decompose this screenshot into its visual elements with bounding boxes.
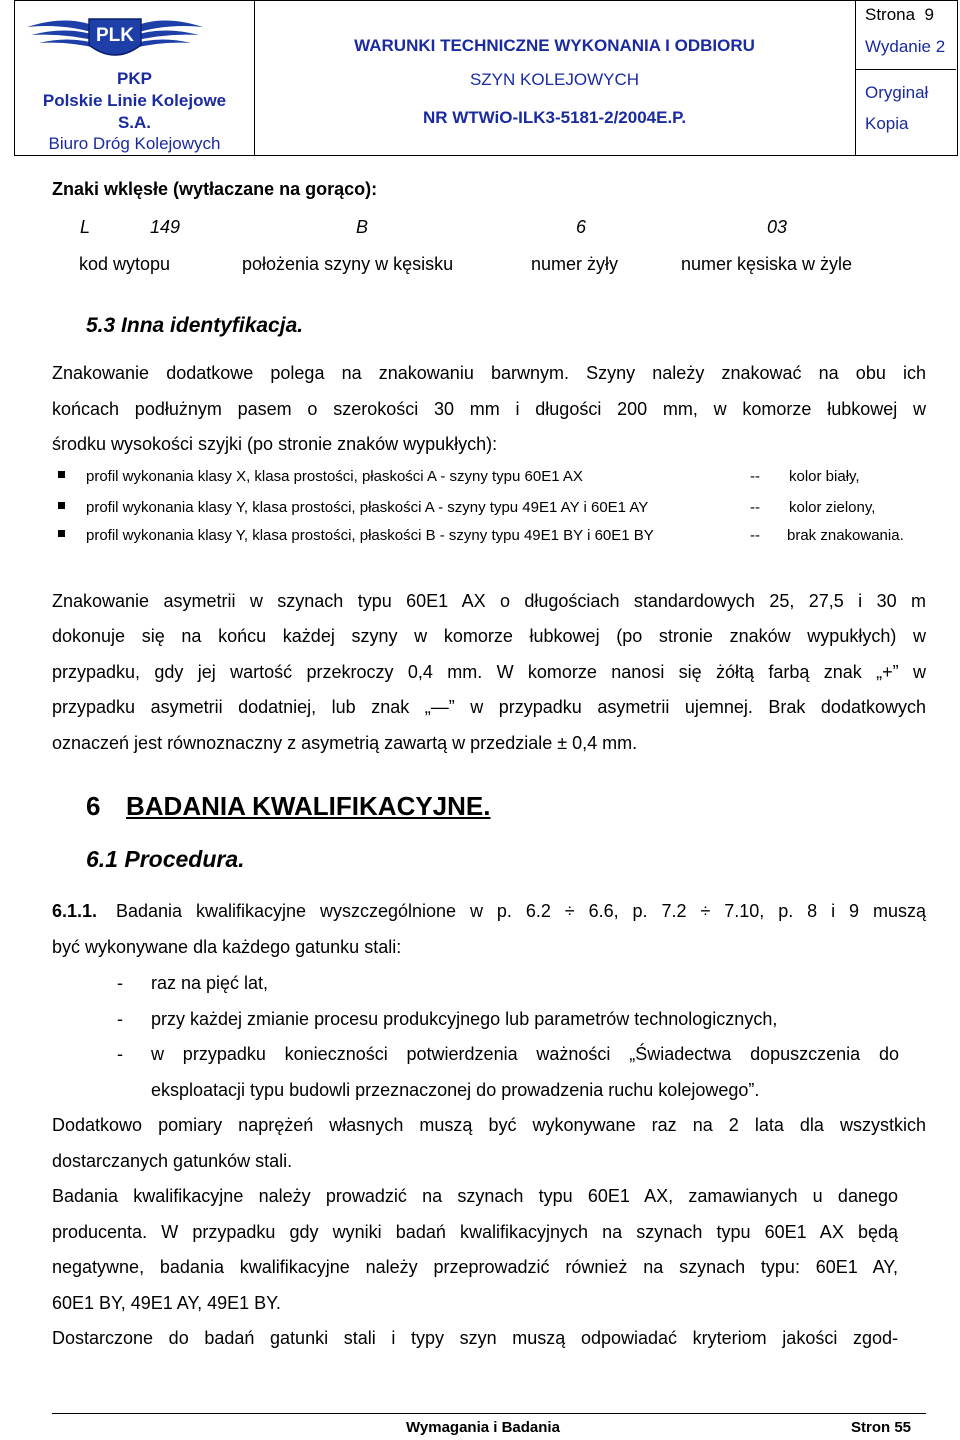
bullet-1-dash: --	[750, 468, 760, 485]
para-5-3-line3: środku wysokości szyjki (po stronie znaków wypukłych):	[52, 434, 498, 454]
para4-line1: Dostarczone do badań gatunki stali i typy szyn muszą odpowiadać kryteriom jakości zgod-	[52, 1328, 898, 1348]
section-6-title: BADANIA KWALIFIKACYJNE.	[126, 791, 491, 821]
bullet-2-color: kolor zielony,	[789, 499, 876, 516]
para3-line1: Badania kwalifikacyjne należy prowadzić na szynach typu 60E1 AX, zamawianych u danego	[52, 1186, 898, 1206]
dash-item-3: w przypadku konieczności potwierdzenia ważności „Świadectwa dopuszczenia do	[151, 1044, 899, 1064]
bullet-3-text: profil wykonania klasy Y, klasa prostości, płaskości B - szyny typu 49E1 BY i 60E1 BY	[86, 527, 654, 544]
mark-code-6: 6	[576, 217, 587, 237]
mark-code-149: 149	[150, 217, 181, 237]
bullet-2-text: profil wykonania klasy Y, klasa prostości, płaskości A - szyny typu 49E1 AY i 60E1 AY	[86, 499, 649, 516]
item-6-1-1-line2: być wykonywane dla każdego gatunku stali:	[52, 937, 402, 957]
item-6-1-1-line1: Badania kwalifikacyjne wyszczególnione w p. 6.2 ÷ 6.6, p. 7.2 ÷ 7.10, p. 8 i 9 muszą	[116, 901, 926, 921]
bullet-icon	[58, 502, 65, 509]
asym-line5: oznaczeń jest równoznaczny z asymetrią zawartą w przedziale ± 0,4 mm.	[52, 733, 638, 753]
mark-label-position: położenia szyny w kęsisku	[242, 254, 454, 274]
page-label: Strona	[865, 5, 916, 24]
mark-label-strand: numer żyły	[531, 254, 619, 274]
marks-heading: Znaki wklęsłe (wytłaczane na gorąco):	[52, 179, 378, 199]
org-abbr: PKP	[117, 69, 152, 88]
doc-title-line1: WARUNKI TECHNICZNE WYKONANIA I ODBIORU	[354, 36, 755, 55]
asym-line4: przypadku asymetrii dodatniej, lub znak „—” w przypadku asymetrii ujemnej. Brak dodatkowych	[52, 697, 926, 717]
bullet-3-dash: --	[750, 527, 760, 544]
page-number: 9	[924, 5, 935, 24]
asym-line1: Znakowanie asymetrii w szynach typu 60E1 AX o długościach standardowych 25, 27,5 i 30 m	[52, 591, 926, 611]
original-label: Oryginał	[865, 83, 929, 102]
dash-item-1: raz na pięć lat,	[151, 973, 269, 993]
asym-line3: przypadku, gdy jej wartość przekroczy 0,4 mm. W komorze nanosi się żółtą farbą znak „+” w	[52, 662, 926, 682]
org-office: Biuro Dróg Kolejowych	[48, 134, 221, 153]
doc-title-line2: SZYN KOLEJOWYCH	[469, 70, 640, 89]
org-name: Polskie Linie Kolejowe	[42, 91, 227, 110]
copy-label: Kopia	[865, 114, 909, 133]
header-meta-cell	[855, 1, 956, 155]
section-6-number: 6	[86, 791, 101, 821]
para3-line4: 60E1 BY, 49E1 AY, 49E1 BY.	[52, 1293, 281, 1313]
mark-code-l: L	[80, 217, 91, 237]
dash-marker: -	[117, 1044, 123, 1064]
bullet-2-dash: --	[750, 499, 760, 516]
para-5-3-line1: Znakowanie dodatkowe polega na znakowaniu barwnym. Szyny należy znakować na obu ich	[52, 363, 926, 383]
footer-divider	[52, 1413, 926, 1414]
dash-item-2: przy każdej zmianie procesu produkcyjnego lub parametrów technologicznych,	[151, 1009, 778, 1029]
bullet-1-color: kolor biały,	[789, 468, 860, 485]
dash-item-3-cont: eksploatacji typu budowli przeznaczonej do prowadzenia ruchu kolejowego”.	[151, 1080, 760, 1100]
org-sa: S.A.	[117, 113, 152, 132]
bullet-3-color: brak znakowania.	[787, 527, 904, 544]
edition: Wydanie 2	[865, 37, 946, 56]
bullet-1-text: profil wykonania klasy X, klasa prostości, płaskości A - szyny typu 60E1 AX	[86, 468, 583, 485]
para2-line2: dostarczanych gatunków stali.	[52, 1151, 293, 1171]
asym-line2: dokonuje się na końcu każdej szyny w komorze łubkowej (po stronie znaków wypukłych) w	[52, 626, 926, 646]
dash-marker: -	[117, 1009, 123, 1029]
bullet-icon	[58, 530, 65, 537]
page-indicator	[865, 5, 934, 25]
mark-label-billet: numer kęsiska w żyle	[681, 254, 853, 274]
para-5-3-line2: końcach podłużnym pasem o szerokości 30 mm i długości 200 mm, w komorze łubkowej w	[52, 399, 926, 419]
mark-label-heat: kod wytopu	[79, 254, 171, 274]
footer-center: Wymagania i Badania	[406, 1419, 560, 1436]
mark-code-b: B	[356, 217, 369, 237]
bullet-icon	[58, 471, 65, 478]
para3-line3: negatywne, badania kwalifikacyjne należy przeprowadzić również na szynach typu: 60E1 AY,	[52, 1257, 898, 1277]
doc-number: NR WTWiO-ILK3-5181-2/2004E.P.	[422, 108, 687, 127]
plk-logo	[21, 5, 209, 69]
para2-line1: Dodatkowo pomiary naprężeń własnych muszą być wykonywane raz na 2 lata dla wszystkich	[52, 1115, 926, 1135]
footer-page-count: Stron 55	[851, 1419, 912, 1436]
dash-marker: -	[117, 973, 123, 993]
section-6-1-heading: 6.1 Procedura.	[86, 846, 245, 872]
header-title-cell	[254, 1, 856, 155]
item-6-1-1-number: 6.1.1.	[52, 901, 98, 921]
header-org-cell	[15, 1, 255, 155]
para3-line2: producenta. W przypadku gdy wyniki badań kwalifikacyjnych na szynach typu 60E1 AX będą	[52, 1222, 898, 1242]
document-header	[14, 0, 958, 156]
section-5-3-heading: 5.3 Inna identyfikacja.	[86, 314, 304, 337]
mark-code-03: 03	[767, 217, 788, 237]
logo-text: PLK	[96, 25, 134, 46]
